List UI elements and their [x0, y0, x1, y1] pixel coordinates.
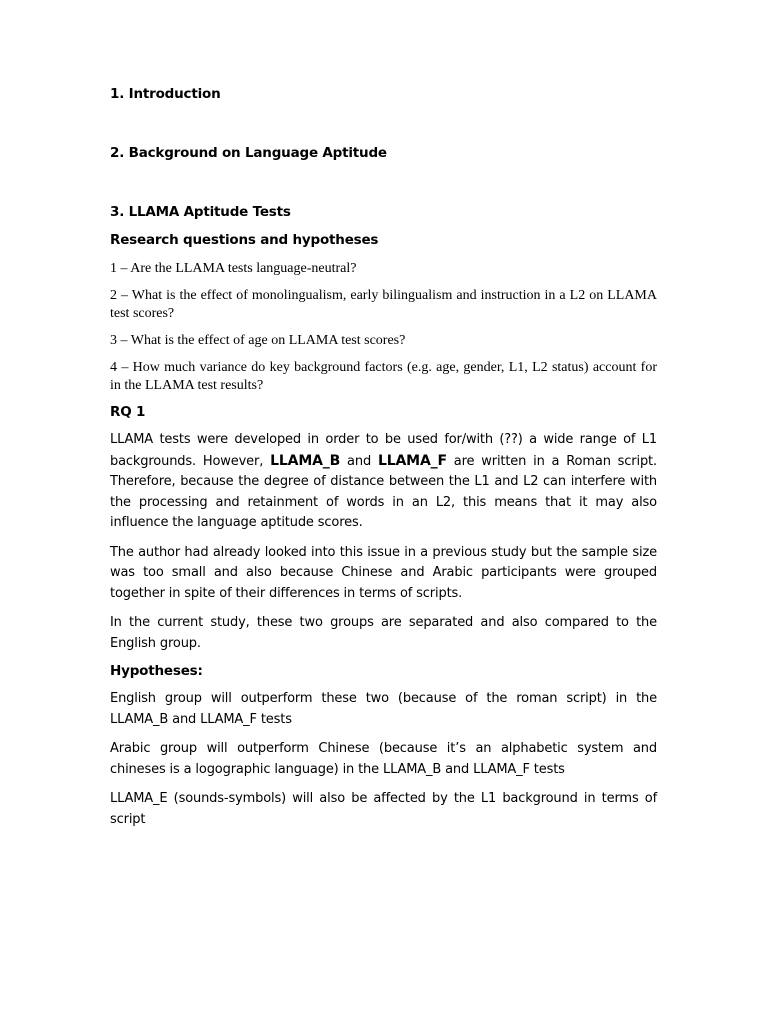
heading-hypotheses: Hypotheses: [110, 663, 203, 679]
hypothesis-1: English group will outperform these two (because of the roman script) in the LLAMA_B and LLAMA_F tests [110, 691, 657, 727]
term-llama-f: LLAMA_F [377, 452, 447, 469]
heading-rq1: RQ 1 [110, 404, 146, 420]
rq1-paragraph-1 [110, 430, 657, 534]
research-question-2: 2 – What is the effect of monolingualism, early bilingualism and instruction in a L2 on LLAMA test scores? [110, 288, 657, 321]
rq1-paragraph-3: In the current study, these two groups are separated and also compared to the English group. [110, 615, 657, 651]
heading-llama-tests: 3. LLAMA Aptitude Tests [110, 204, 291, 220]
research-question-4: 4 – How much variance do key background factors (e.g. age, gender, L1, L2 status) account for in the LLAMA test results? [110, 360, 657, 393]
heading-introduction: 1. Introduction [110, 86, 221, 102]
heading-research-questions: Research questions and hypotheses [110, 232, 379, 248]
heading-background: 2. Background on Language Aptitude [110, 145, 387, 161]
term-llama-b: LLAMA_B [270, 452, 341, 469]
rq1-p1-text-b: and [340, 453, 378, 469]
research-question-1: 1 – Are the LLAMA tests language-neutral? [110, 261, 357, 276]
rq1-p1-text-c: are written in a Roman script. Therefore, because the degree of distance between the L1 and L2 can interfere with the processing and retainment of words in an L2, this means that it may also influence the language aptitude scores. [110, 453, 657, 530]
hypothesis-3: LLAMA_E (sounds-symbols) will also be affected by the L1 background in terms of script [110, 791, 657, 827]
research-question-3: 3 – What is the effect of age on LLAMA test scores? [110, 333, 406, 348]
rq1-paragraph-2: The author had already looked into this issue in a previous study but the sample size was too small and also because Chinese and Arabic participants were grouped together in spite of their differences in terms of scripts. [110, 544, 657, 601]
document-body [110, 86, 657, 839]
rq1-p1-text-a: LLAMA tests were developed in order to be used for/with (??) a wide range of L1 backgrounds. However, [110, 432, 657, 469]
hypothesis-2: Arabic group will outperform Chinese (because it’s an alphabetic system and chineses is a logographic language) in the LLAMA_B and LLAMA_F tests [110, 741, 657, 777]
